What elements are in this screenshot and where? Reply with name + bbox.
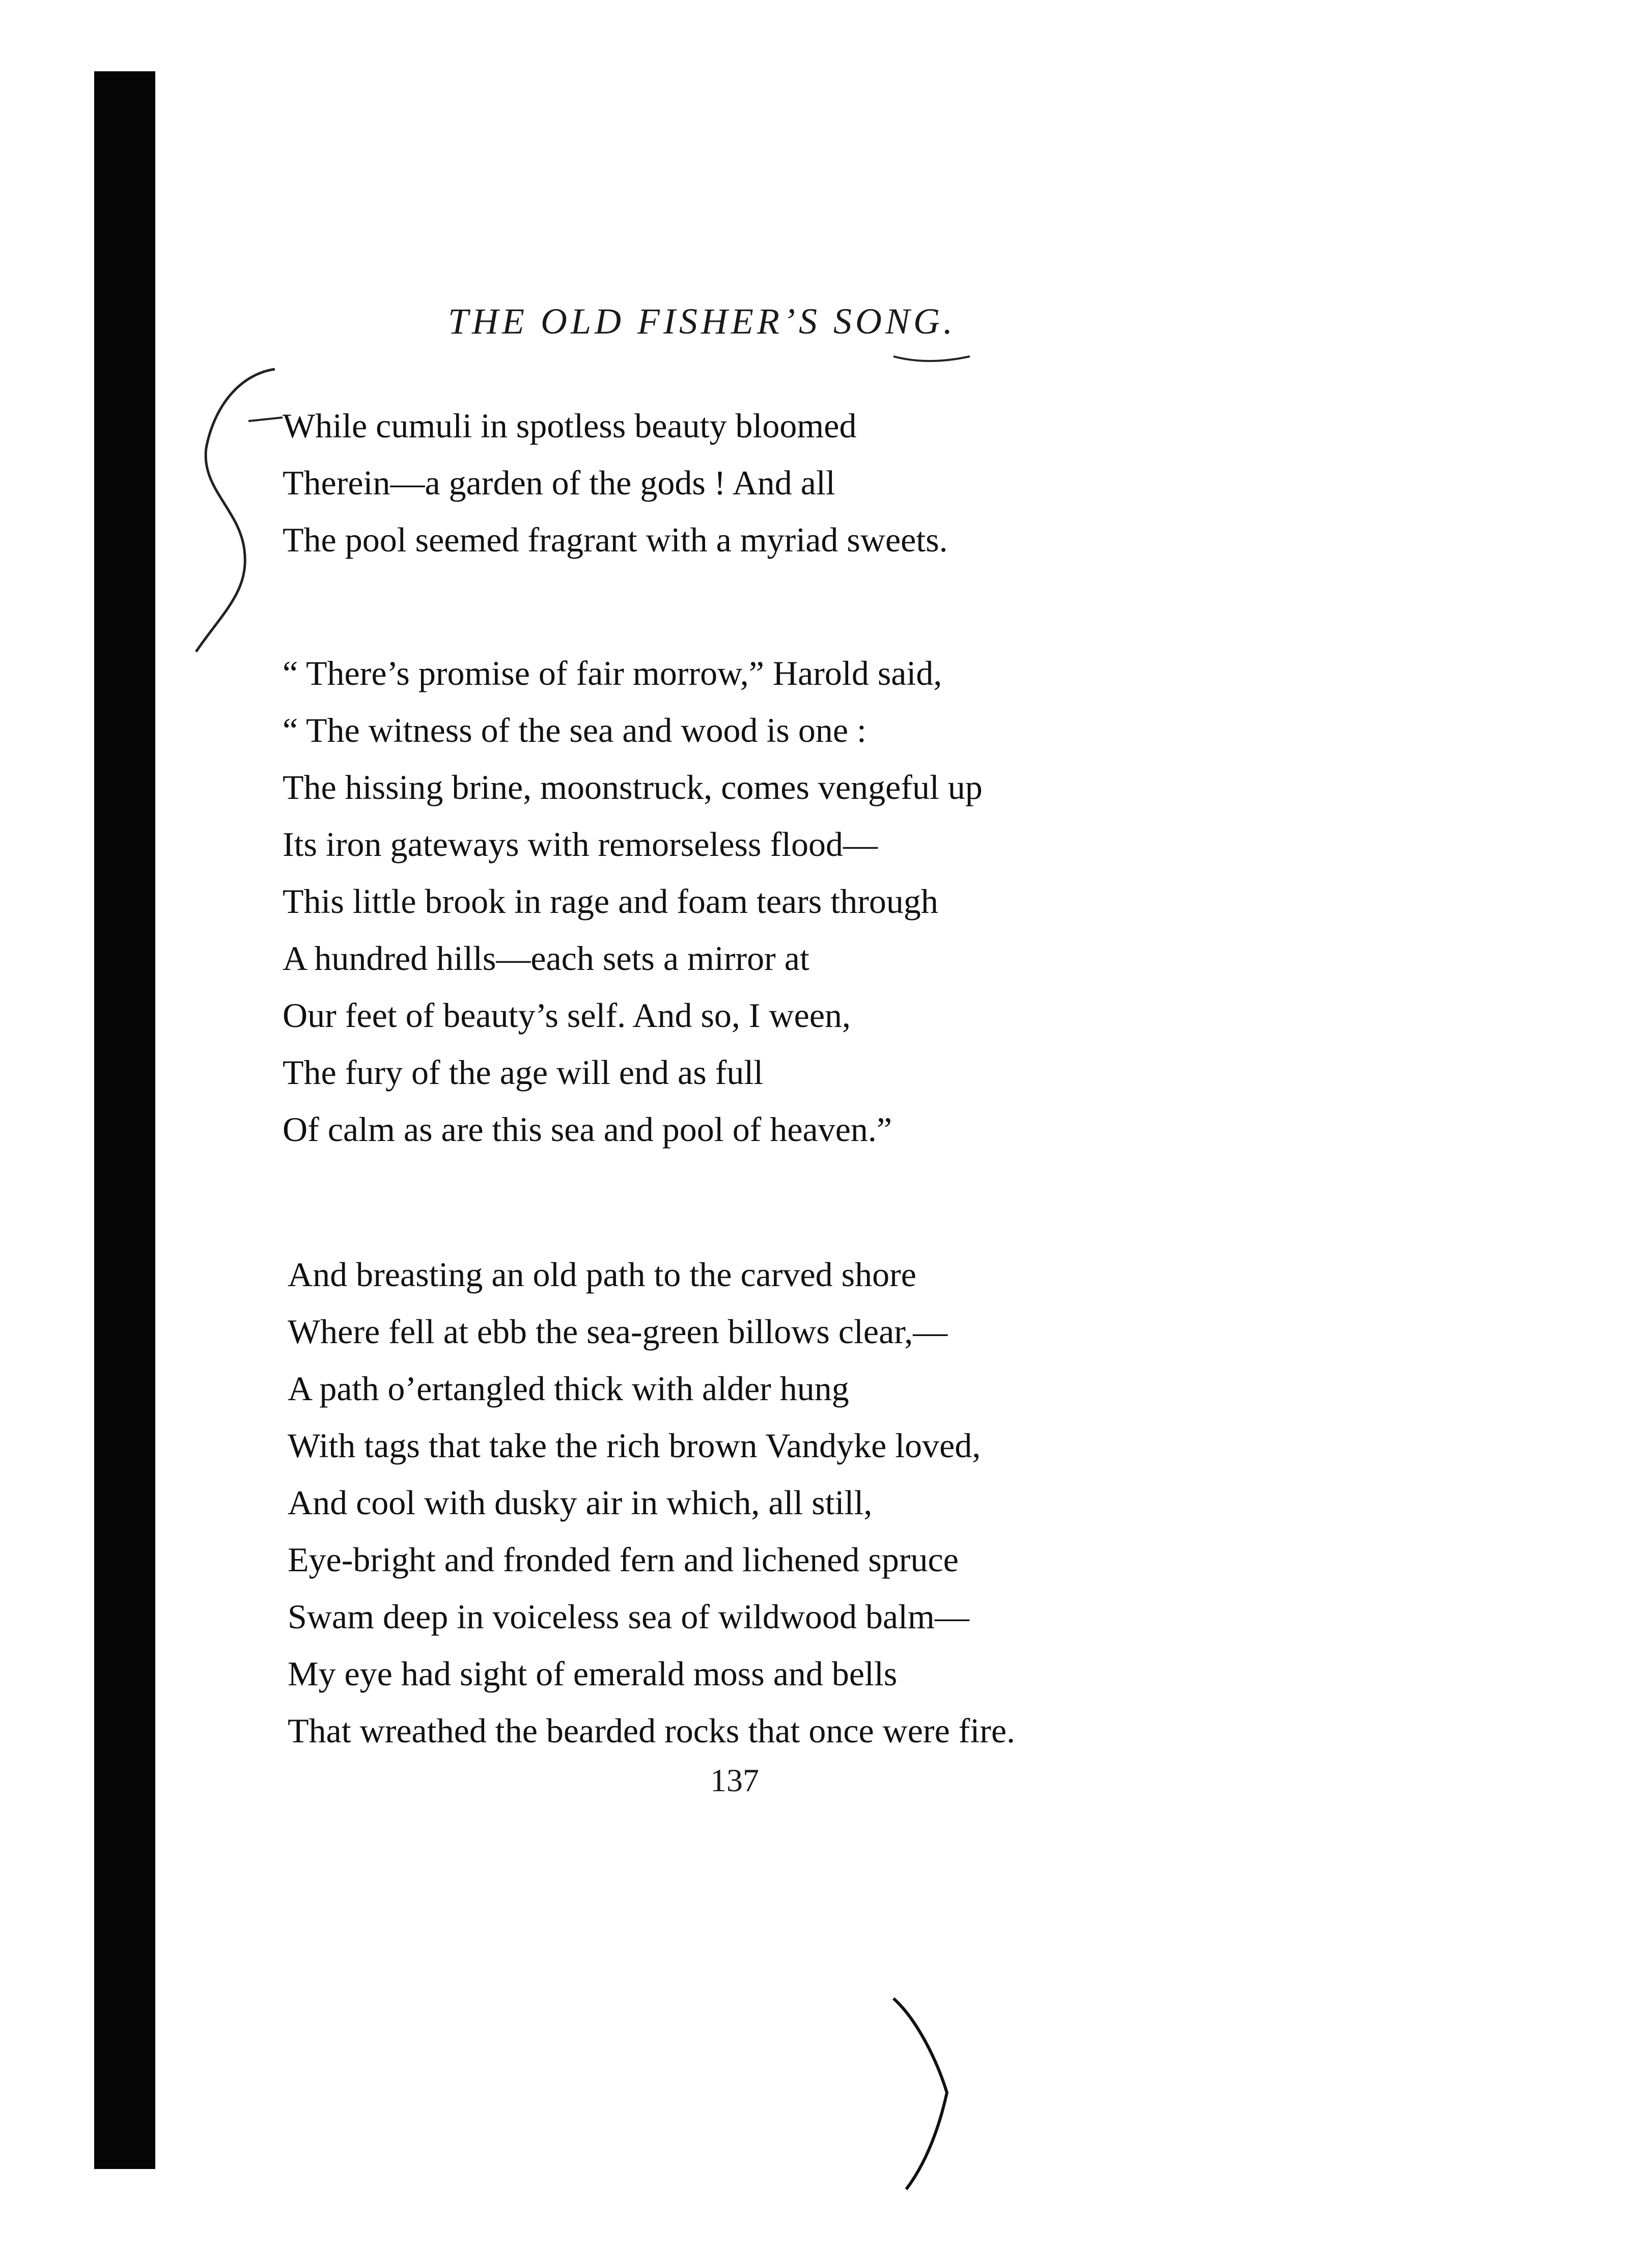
page-number: 137	[710, 1762, 759, 1798]
underline-mark	[893, 356, 970, 361]
verse-line: Of calm as are this sea and pool of heaven.”	[283, 1110, 892, 1149]
verse-line: “ The witness of the sea and wood is one :	[283, 711, 866, 749]
verse-line: The pool seemed fragrant with a myriad sweets.	[283, 520, 948, 559]
verse-line: Eye-bright and fronded fern and lichened spruce	[288, 1540, 959, 1579]
left-bracket-mark	[196, 369, 275, 652]
right-bracket-mark	[893, 1998, 947, 2189]
verse-line: And cool with dusky air in which, all still,	[288, 1483, 873, 1522]
verse-line: And breasting an old path to the carved shore	[288, 1255, 916, 1294]
verse-line: That wreathed the bearded rocks that once were fire.	[288, 1711, 1016, 1750]
verse-line: Swam deep in voiceless sea of wildwood balm—	[288, 1597, 969, 1636]
verse-line: The hissing brine, moonstruck, comes vengeful up	[283, 768, 983, 807]
verse-line: This little brook in rage and foam tears through	[283, 882, 938, 921]
stanza-3	[288, 1246, 1015, 1759]
verse-line: My eye had sight of emerald moss and bells	[288, 1654, 898, 1693]
verse-line: The fury of the age will end as full	[283, 1053, 764, 1092]
dash-mark	[248, 418, 283, 421]
verse-line: “ There’s promise of fair morrow,” Harold said,	[283, 654, 942, 692]
verse-line: A path o’ertangled thick with alder hung	[288, 1369, 849, 1408]
verse-line: Therein—a garden of the gods ! And all	[283, 463, 835, 502]
verse-line: While cumuli in spotless beauty bloomed	[283, 406, 857, 445]
verse-line: With tags that take the rich brown Vandyke loved,	[288, 1426, 981, 1465]
verse-line: Our feet of beauty’s self. And so, I ween,	[283, 996, 851, 1035]
page-title: THE OLD FISHER’S SONG.	[448, 301, 956, 342]
verse-line: Where fell at ebb the sea-green billows clear,—	[288, 1312, 948, 1351]
verse-line: Its iron gateways with remorseless flood—	[283, 825, 878, 864]
stanza-2	[283, 645, 983, 1158]
verse-line: A hundred hills—each sets a mirror at	[283, 939, 809, 978]
stanza-1	[283, 397, 948, 568]
